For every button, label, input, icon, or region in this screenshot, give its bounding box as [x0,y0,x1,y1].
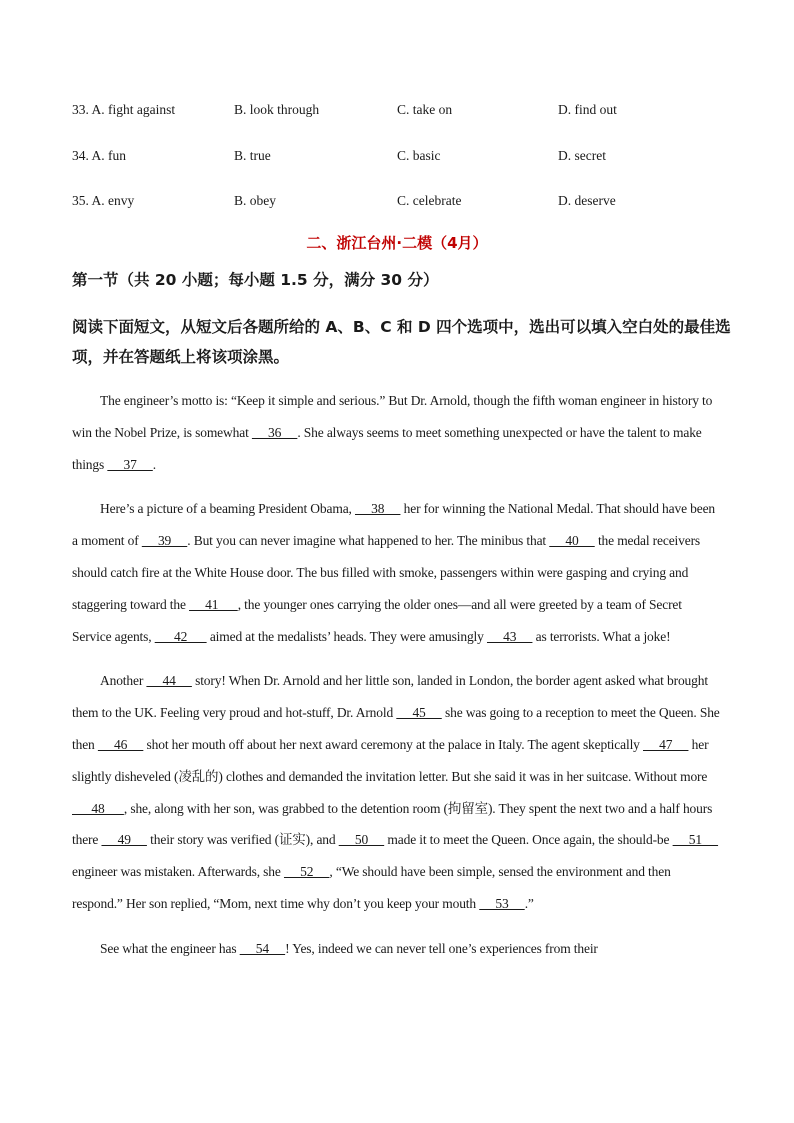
blank-48: 48 [72,800,124,816]
blank-44: 44 [146,673,192,689]
option-35-a: 35. A. envy [72,193,135,208]
passage-text: ! Yes, indeed we can never tell one’s experiences from their [285,940,598,956]
passage-text: made it to meet the Queen. Once again, the should-be [384,832,673,848]
passage-text: her slightly disheveled (凌乱的) clothes and demanded the invitation letter. But she said it was in her suitcase. Without more [72,736,709,784]
blank-41: 41 [189,596,238,612]
cloze-passage [72,385,722,978]
blank-40: 40 [549,533,595,549]
passage-text: . [152,456,157,472]
passage-paragraph-1 [72,385,722,480]
option-33-c: C. take on [397,102,453,117]
passage-text: as terrorists. What a joke! [532,628,671,644]
blank-43: 43 [486,628,533,644]
option-34-d: D. secret [558,148,606,163]
option-33-a: 33. A. fight against [72,102,176,117]
option-row-33 [72,102,732,122]
blank-51: 51 [672,832,719,848]
option-35-b: B. obey [234,193,276,208]
passage-text: their story was verified (证实), and [146,832,339,848]
instruction-text: 阅读下面短文，从短文后各题所给的 A、B、C 和 D 四个选项中，选出可以填入空白处的最佳选项，并在答题纸上将该项涂黑。 [72,318,731,366]
option-34-a: 34. A. fun [72,148,126,163]
blank-47: 47 [643,736,689,752]
passage-paragraph-3 [72,665,722,919]
passage-text: story! When Dr. Arnold and her little son, landed in London, the border agent asked what brought them to the UK. Feeling very proud and hot-stuff, Dr. Arnold [72,673,708,721]
passage-text: See what the engineer has [100,940,240,956]
option-34-b: B. true [234,148,271,163]
passage-text: shot her mouth off about her next award ceremony at the palace in Italy. The agent skeptically [143,736,643,752]
part-heading: 第一节（共 20 小题；每小题 1.5 分，满分 30 分） [72,271,439,289]
passage-text: The engineer’s motto is: “Keep it simple and serious.” But Dr. Arnold, though the fifth woman engineer in history to win the Nobel Prize, is somewhat [72,393,713,440]
blank-49: 49 [101,832,147,848]
blank-37: 37 [107,456,153,472]
option-35-d: D. deserve [558,193,616,208]
blank-54: 54 [239,940,286,956]
passage-text: , “We should have been simple, sensed the environment and then respond.” Her son replied, “Mom, next time why don’t you keep your mouth [72,864,671,911]
passage-text: , the younger ones carrying the older ones—and all were greeted by a team of Secret Service agents, [72,596,682,644]
blank-39: 39 [141,533,188,549]
passage-text: . But you can never imagine what happened to her. The minibus that [187,533,550,549]
section-title: 二、浙江台州·二模（4月） [306,234,488,252]
blank-53: 53 [479,895,525,911]
blank-42: 42 [154,628,207,644]
passage-paragraph-4 [72,933,722,965]
passage-text: she was going to a reception to meet the Queen. She then [72,705,720,752]
option-34-c: C. basic [397,148,441,163]
passage-text: her for winning the National Medal. That should have been a moment of [72,501,716,549]
option-row-34 [72,148,732,168]
option-row-35 [72,193,732,213]
blank-52: 52 [283,864,330,880]
option-35-c: C. celebrate [397,193,462,208]
blank-46: 46 [97,736,144,752]
passage-text: Here’s a picture of a beaming President Obama, [100,501,355,517]
passage-text: engineer was mistaken. Afterwards, she [72,864,284,880]
passage-text: .” [524,895,534,911]
passage-text: , she, along with her son, was grabbed to the detention room (拘留室). They spent the next two and a half hours there [72,800,713,848]
passage-text: the medal receivers should catch fire at the White House door. The bus filled with smoke, passengers within were gasping and crying and staggering toward the [72,533,701,612]
blank-50: 50 [338,832,385,848]
passage-text: aimed at the medalists’ heads. They were amusingly [206,628,487,644]
option-33-d: D. find out [558,102,617,117]
option-33-b: B. look through [234,102,320,117]
passage-text: . She always seems to meet something unexpected or have the talent to make things [72,424,702,472]
blank-36: 36 [251,424,298,440]
blank-45: 45 [396,705,442,721]
blank-38: 38 [354,501,401,517]
passage-paragraph-2 [72,493,722,652]
passage-text: Another [100,673,147,689]
